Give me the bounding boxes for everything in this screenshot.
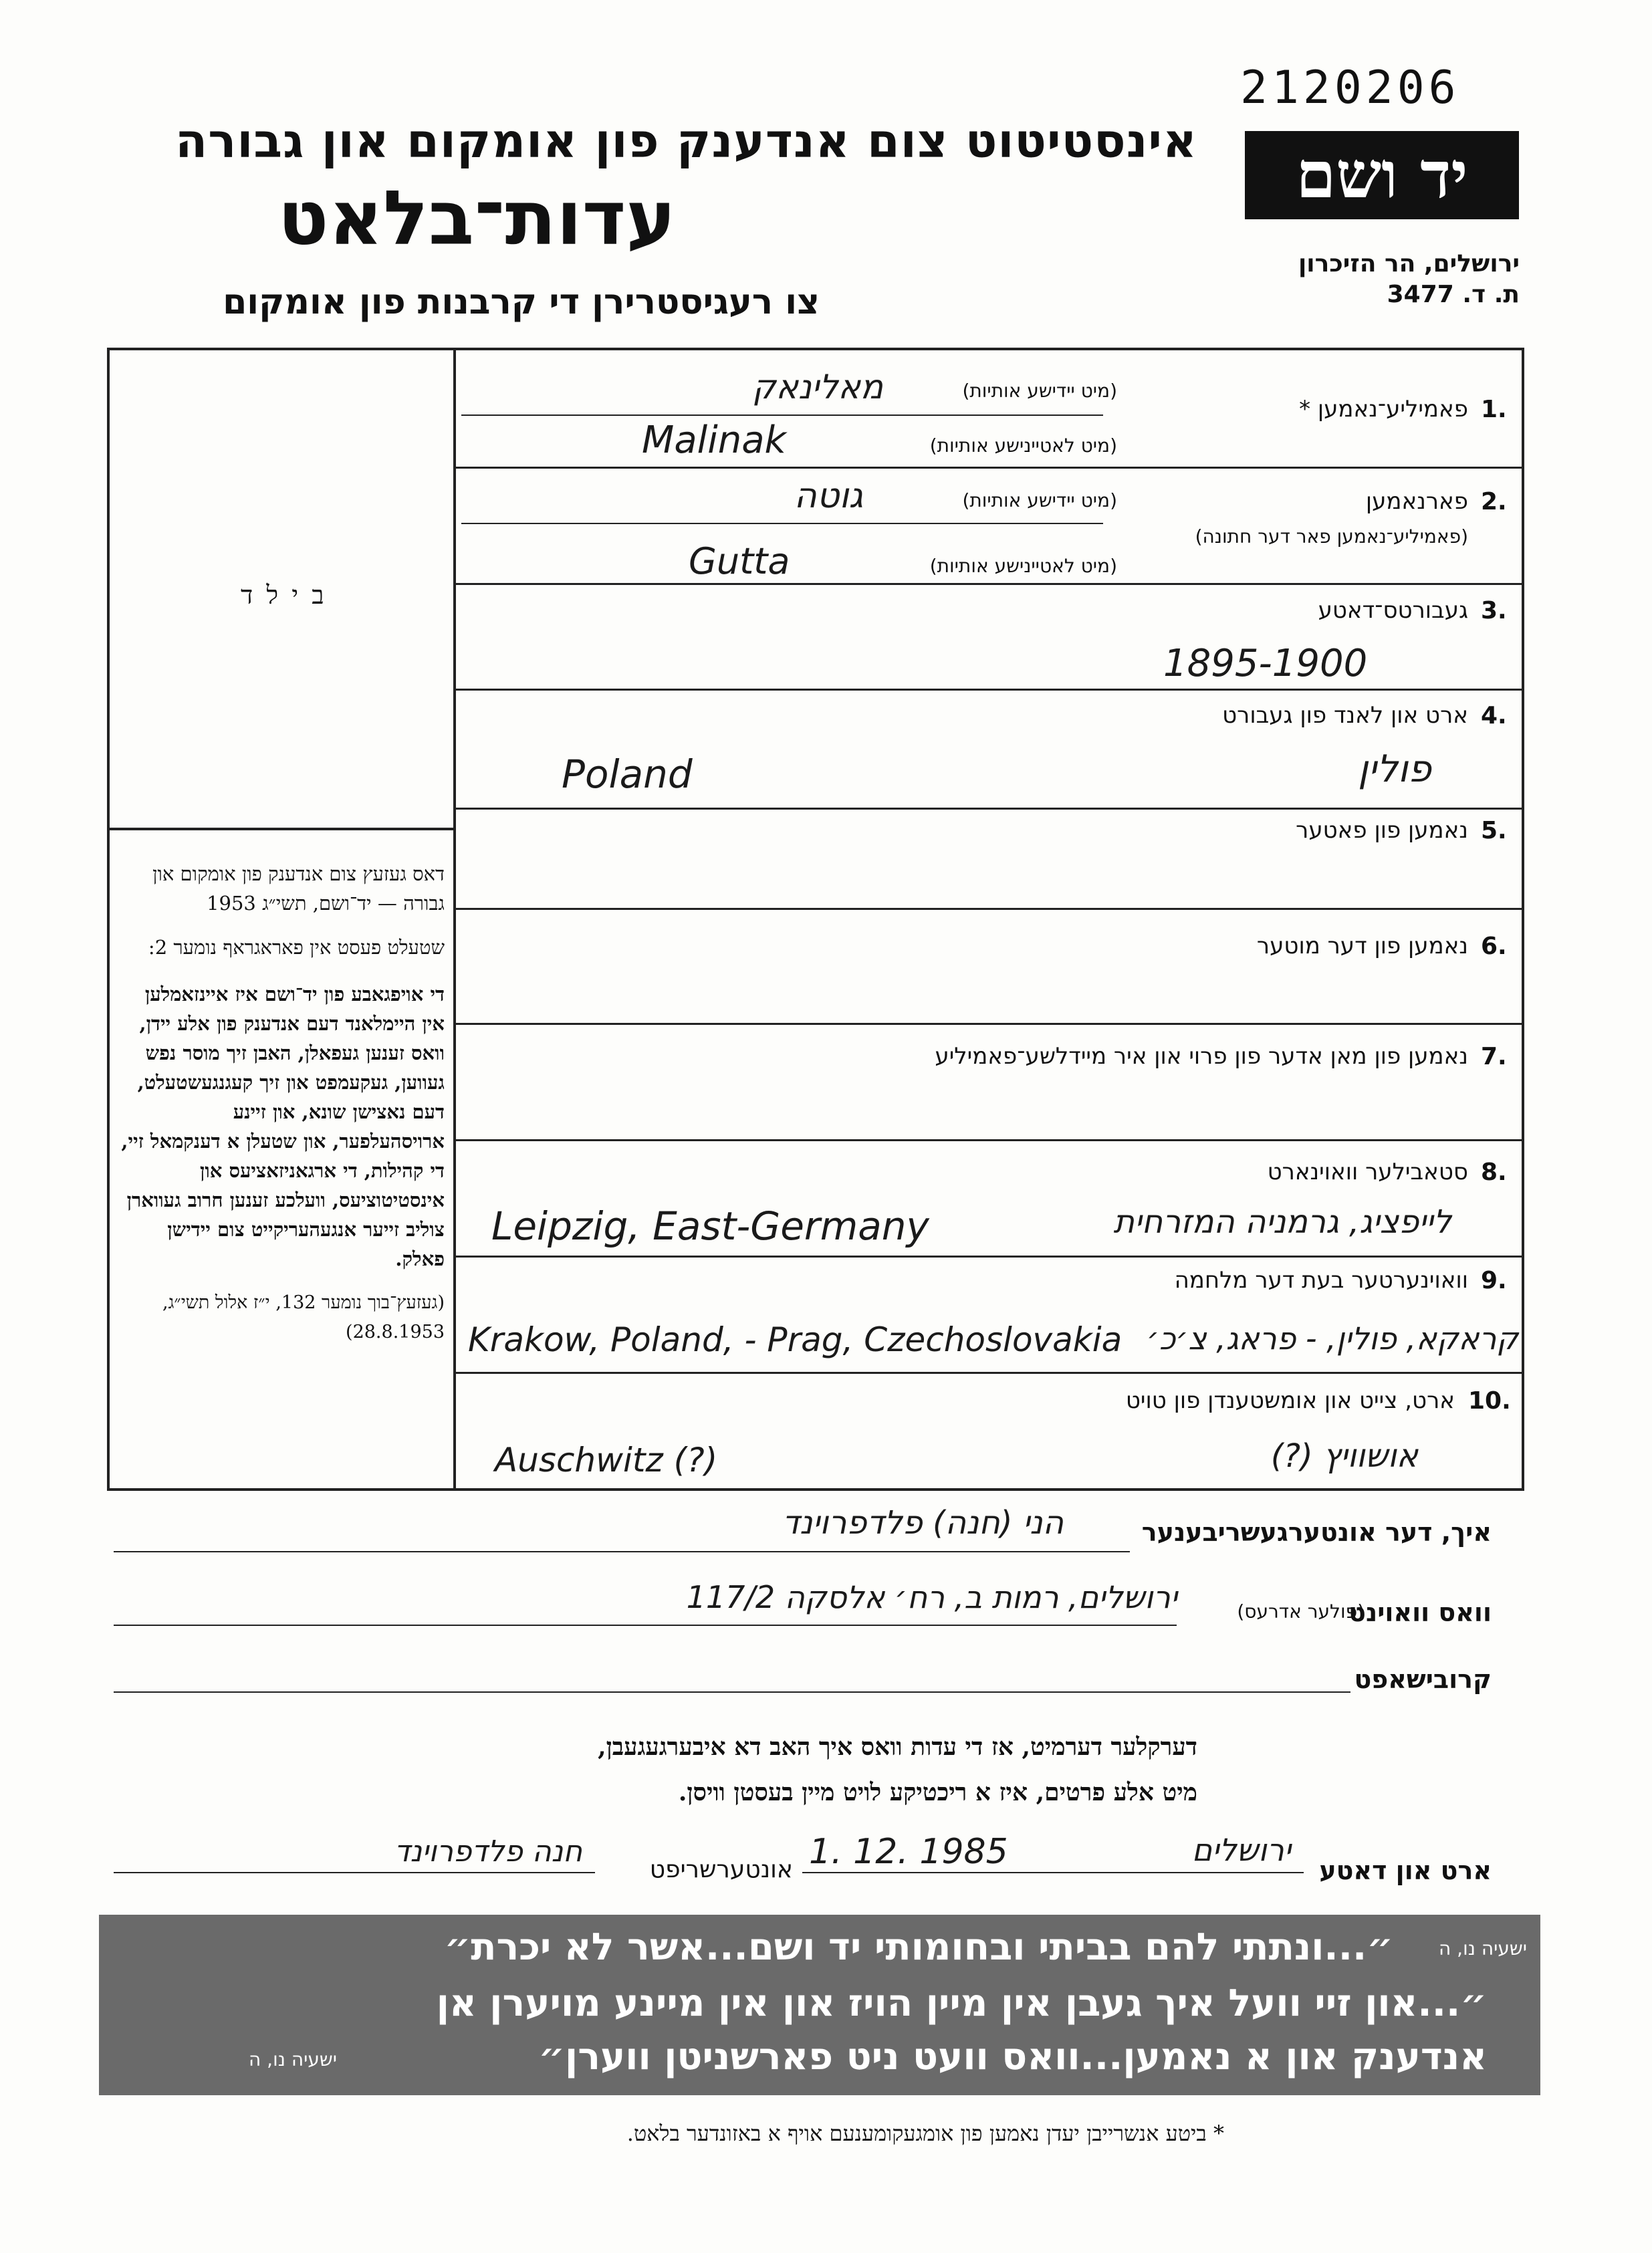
field-4-label: ארט און לאנד פון געבורט — [1222, 702, 1468, 729]
field-1-yiddish-line — [461, 414, 1103, 416]
yad-vashem-logo — [1245, 131, 1519, 219]
field-2-yiddish-sub: (מיט יידישע אותיות) — [962, 489, 1117, 511]
submitter-line — [114, 1551, 1130, 1552]
field-9-latin-value[interactable]: Krakow, Poland, - Prag, Czechoslovakia — [468, 1320, 1123, 1359]
field-1-latin-sub: (מיט לאטיינישע אותיות) — [929, 435, 1117, 457]
banner-ref-2: ישעיה נו, ה — [248, 2048, 337, 2070]
frame-top — [107, 348, 1524, 350]
field-4-divider — [455, 808, 1524, 810]
field-1-yiddish-value[interactable]: מאלינאק — [752, 368, 883, 406]
frame-right — [1522, 348, 1524, 1491]
verse-banner — [99, 1915, 1540, 2095]
address-value[interactable]: ירושלים, רמות ב, רח׳ אלסקה 117/2 — [686, 1579, 1177, 1615]
place-value[interactable]: ירושלים — [1191, 1832, 1291, 1868]
submitter-label: איך, דער אונטערגעשריבענער — [1141, 1518, 1492, 1547]
footnote: * ביטע אנשרייבן יעדן נאמען פון אומגעקומענעם אויף א באזונדער בלאט. — [626, 2121, 1224, 2146]
signature-label: אונטערשריפט — [649, 1856, 793, 1883]
frame-left — [107, 348, 110, 1491]
field-2-divider — [455, 583, 1524, 585]
field-10-label: ארט, צייט און אומשטענדן פון טויט — [1125, 1387, 1455, 1414]
field-9-yiddish-value[interactable]: קראקא, פולין, - פראג, צ׳כ׳ — [1146, 1320, 1518, 1356]
address-sub: (פולער אדרעס) — [1237, 1600, 1365, 1623]
sidebar-purpose: די אויפגאבע פון יד־ושם איז איינזאמלען אין היימלאנד דעם אנדענק פון אלע יידן, וואס זענען געפאלן, האבן זיך מוסר נפש געווען, געקעמפט און זיך קעגנגעשטעלט, דעם נאצישן שונא, און זיינע ארויסהעלפער, און שטעלן א דענקמאל זיי, די קהילות, די ארגאניזאציעס און אינסטיטוציעס, וועלכע זענען חרוב געווארן צוליב זייער אנגעהעריקייט צום יידישן פאלק. — [121, 983, 445, 1270]
banner-ref-1: ישעיה נו, ה — [1438, 1937, 1527, 1960]
field-10-latin-value[interactable]: Auschwitz (?) — [495, 1441, 718, 1479]
field-9-label: וואוינערטער בעת דער מלחמה — [1174, 1267, 1468, 1294]
field-1-yiddish-sub: (מיט יידישע אותיות) — [962, 380, 1117, 402]
field-4-number: 4. — [1481, 702, 1507, 729]
sidebar-law: דאס געזעץ צום אנדענק פון אומקום און גבורה — יד־ושם, תשי״ג 1953 — [152, 862, 445, 915]
field-9-number: 9. — [1481, 1267, 1507, 1294]
sidebar-paragraph-ref: שטעלט פעסט אין פאראגראף נומער 2: — [148, 936, 445, 959]
field-3-number: 3. — [1481, 597, 1507, 624]
field-9-divider — [455, 1372, 1524, 1374]
field-3-value[interactable]: 1895-1900 — [1163, 642, 1368, 685]
field-5-number: 5. — [1481, 817, 1507, 844]
field-2-yiddish-value[interactable]: גוטה — [794, 476, 863, 516]
field-6-label: נאמען פון דער מוטער — [1256, 933, 1468, 959]
banner-verse-3: אנדענק און א נאמען...וואס וועט ניט פארשניטן ווערן״ — [538, 2035, 1487, 2079]
address-line-2: ת. ד. 3477 — [1387, 281, 1520, 308]
field-8-divider — [455, 1256, 1524, 1258]
field-8-latin-value[interactable]: Leipzig, East-Germany — [491, 1203, 929, 1249]
photo-label: ב י ל ד — [241, 580, 327, 610]
field-2-label-sub: (פאמיליע־נאמען פאר דער חתונה) — [1195, 525, 1468, 548]
field-3-divider — [455, 689, 1524, 691]
banner-verse-2: ״...און זיי וועל איך געבן אין מיין הויז און אין מיינע מויערן אן — [436, 1982, 1487, 2025]
document-number: 2120206 — [1240, 62, 1460, 114]
field-10-yiddish-value[interactable]: אושוויץ (?) — [1270, 1437, 1418, 1475]
submitter-value[interactable]: הני (חנה) פלדפרוינד — [782, 1504, 1064, 1542]
field-7-number: 7. — [1481, 1043, 1507, 1070]
field-5-label: נאמען פון פאטער — [1296, 817, 1468, 844]
field-1-divider — [455, 467, 1524, 469]
declaration-line-2: מיט אלע פרטים, איז א ריכטיקע לויט מיין בעסטן וויסן. — [678, 1778, 1197, 1806]
address-line — [114, 1625, 1177, 1626]
field-4-yiddish-value[interactable]: פולין — [1358, 747, 1431, 791]
address-label: וואס וואוינט — [1348, 1598, 1492, 1627]
signature-line — [114, 1872, 595, 1873]
frame-bottom — [107, 1488, 1524, 1491]
address-line-1: ירושלים, הר הזיכרון — [1298, 250, 1520, 277]
field-7-divider — [455, 1139, 1524, 1141]
field-10-number: 10. — [1468, 1387, 1511, 1415]
form-title: עדות־בלאט — [277, 175, 676, 262]
logo-text: יד ושם — [1296, 137, 1468, 213]
place-date-label: ארט און דאטע — [1319, 1856, 1492, 1885]
form-subtitle: צו רעגיסטרירן די קרבנות פון אומקום — [223, 282, 820, 322]
declaration-line-1: דערקלער דערמיט, אז די עדות וואס איך האב דא איבערגעגעבן, — [598, 1733, 1197, 1761]
field-2-yiddish-line — [461, 523, 1103, 524]
field-6-number: 6. — [1481, 933, 1507, 960]
relation-label: קרובישאפט — [1354, 1665, 1492, 1694]
field-7-label: נאמען פון מאן אדער פון פרוי און איר מיידלשע־פאמיליע — [935, 1043, 1468, 1070]
field-1-latin-value[interactable]: Malinak — [642, 419, 786, 462]
field-5-divider — [455, 908, 1524, 910]
photo-box-bottom — [107, 828, 455, 830]
field-2-latin-sub: (מיט לאטיינישע אותיות) — [929, 555, 1117, 577]
date-value[interactable]: 1. 12. 1985 — [809, 1832, 1008, 1872]
field-2-number: 2. — [1481, 488, 1507, 515]
sidebar-citation: (געזעץ־בוך נומער 132, י״ז אלול תשי״ג, 28.8.1953) — [162, 1292, 445, 1342]
sidebar-legal — [117, 859, 445, 1347]
field-2-label: פארנאמען — [1365, 488, 1468, 515]
field-8-yiddish-value[interactable]: לייפציג, גרמניה המזרחית — [1113, 1203, 1451, 1241]
field-4-latin-value[interactable]: Poland — [562, 751, 693, 797]
signature-value[interactable]: חנה פלדפרוינד — [394, 1834, 582, 1869]
column-divider — [453, 348, 456, 1491]
field-3-label: געבורטס־דאטע — [1318, 597, 1468, 624]
field-2-latin-value[interactable]: Gutta — [689, 540, 790, 582]
field-8-label: סטאבילער וואוינארט — [1267, 1159, 1468, 1185]
field-1-label: פאמיליע־נאמען * — [1299, 396, 1468, 423]
field-8-number: 8. — [1481, 1159, 1507, 1186]
field-6-divider — [455, 1023, 1524, 1025]
institute-name: אינסטיטוט צום אנדענק פון אומקום און גבורה — [175, 114, 1197, 168]
field-1-number: 1. — [1481, 396, 1507, 423]
relation-line — [114, 1691, 1350, 1693]
place-date-line — [802, 1872, 1304, 1873]
banner-verse-1: ״...ונתתי להם בביתי ובחומותי יד ושם...אשר לא יכרת״ — [444, 1925, 1393, 1969]
